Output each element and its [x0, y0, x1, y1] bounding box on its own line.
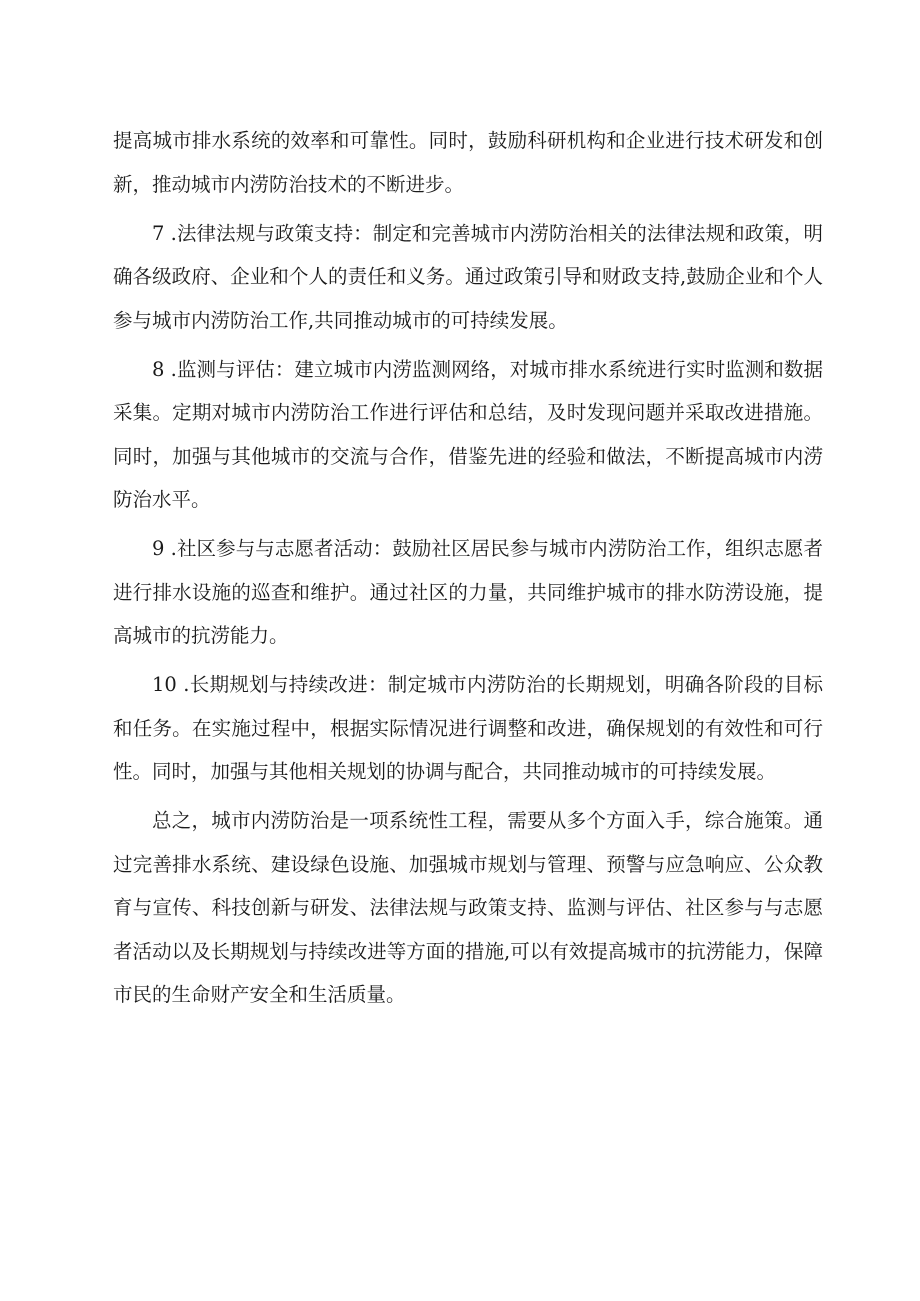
paragraph-7-legal-policy: 7 .法律法规与政策支持：制定和完善城市内涝防治相关的法律法规和政策，明确各级政府、企业和个人的责任和义务。通过政策引导和财政支持,鼓励企业和个人参与城市内涝防治工作,共同推动城市的可持续发展。	[113, 221, 823, 332]
paragraph-9-community: 9 .社区参与与志愿者活动：鼓励社区居民参与城市内涝防治工作，组织志愿者进行排水设施的巡查和维护。通过社区的力量，共同维护城市的排水防涝设施，提高城市的抗涝能力。	[113, 537, 823, 647]
paragraph-8-monitoring: 8 .监测与评估：建立城市内涝监测网络，对城市排水系统进行实时监测和数据采集。定期对城市内涝防治工作进行评估和总结，及时发现问题并采取改进措施。同时，加强与其他城市的交流与合作，借鉴先进的经验和做法，不断提高城市内涝防治水平。	[113, 357, 823, 511]
document-body	[113, 119, 823, 1022]
paragraph-continuation: 提高城市排水系统的效率和可靠性。同时，鼓励科研机构和企业进行技术研发和创新，推动城市内涝防治技术的不断进步。	[113, 129, 823, 196]
paragraph-conclusion: 总之，城市内涝防治是一项系统性工程，需要从多个方面入手，综合施策。通过完善排水系统、建设绿色设施、加强城市规划与管理、预警与应急响应、公众教育与宣传、科技创新与研发、法律法规与政策支持、监测与评估、社区参与与志愿者活动以及长期规划与持续改进等方面的措施,可以有效提高城市的抗涝能力，保障市民的生命财产安全和生活质量。	[113, 809, 823, 1006]
paragraph-10-long-term-planning: 10 .长期规划与持续改进：制定城市内涝防治的长期规划，明确各阶段的目标和任务。在实施过程中，根据实际情况进行调整和改进，确保规划的有效性和可行性。同时，加强与其他相关规划的协调与配合，共同推动城市的可持续发展。	[113, 673, 823, 783]
